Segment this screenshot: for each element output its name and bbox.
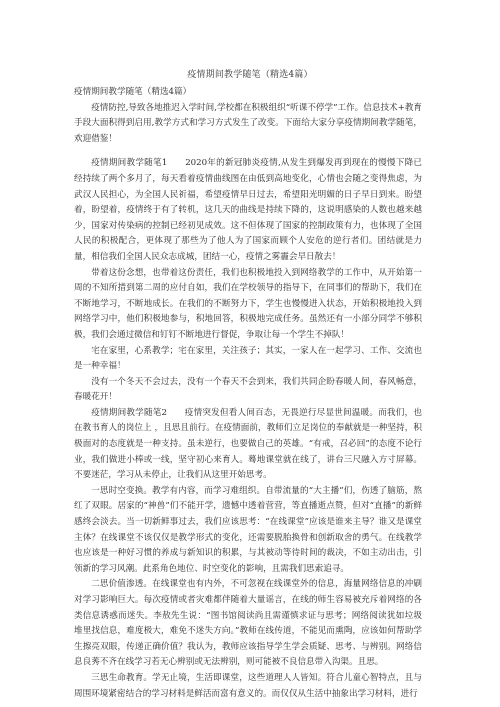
body-paragraph: 带着这份念想，也带着这份责任，我们也积极地投入到网络教学的工作中，从开始第一周的不知所措到第二周的应付自如，我们在学校领导的指导下，在同事们的帮助下，我们在不断地学习，不断地成长。在我们的不断努力下，学生也慢慢进入状态，开始积极地投入到网络学习中，他们积极地参与，积地回答，积极地完成任务。虽然还有一小部分同学不够积极，我们会通过微信和钉钉不断地进行督促，争取让每一个学生不掉队！ <box>74 267 422 340</box>
body-paragraph: 三思生命教育。学无止境，生活即课堂，这些道理人人皆知。符合儿童心智特点，且与周围环境紧密结合的学习材料是鲜活而富有意义的。而仅仅从生活中抽象出学习材料，进行 <box>74 672 422 699</box>
body-paragraph: 疫情期间教学随笔1 2020年的新冠肺炎疫情,从发生到爆发再到现在的慢慢下降已经持续了两个多月了，每天看着疫情曲线图在由低到高地变化，心情也会随之变得焦虑，为武汉人民担心，为全国人民祈福，希望疫情早日过去，希望阳光明媚的日子早日到来。盼望着，盼望着，疫情终于有了转机，这几天的曲线是持续下降的，这说明感染的人数也越来越少，国家对传染病的控制已经初见成效。这不但体现了国家的控制政策有力，也体现了全国人民的积极配合，更体现了那些为了他人为了国家而顾个人安危的逆行者们。团结就是力量，相信我们全国人民众志成城，团结一心，疫情之雾霾会早日散去！ <box>74 158 422 262</box>
body-paragraph: 一思时空变换。教学有内容，而学习难组织。自带流量的“大主播”们，伤透了脑筋，熬红了双眼。居家的“神兽”们不能开学，遗憾中透着营营，等直播逝点赞，但对“直播”的新鲜感终会淡去。当一切新鲜事过去，我们应该思考：“在线课堂”应该是谁来主导？谁又是课堂主体？在线课堂不该仅仅是教学形式的变化，还需要脱胎换骨和创新取舍的勇气。在线教学也应该是一种好习惯的养成与新知识的积累，与其被动等待时间的裁决，不如主动出击，引领新的学习风潮。此系角色地位、时空变化的影响，且需我们思索追寻。 <box>74 485 422 574</box>
body-paragraph: 疫情期间教学随笔2 疫情突发但看人间百态，无畏逆行尽显世间温暖。而我们，也在教书育人的岗位上 ，且思且前行。在疫情面前，教师们立足岗位的奉献就是一种坚持，积极面对的态度就是一种支持。虽未逆行，也要做自己的英雄。“有戒，召必回”的态度不论行业，我们做进小棒或一线，坚守初心来育人。蓦地课堂就在线了，讲台三尺融入方寸屏幕。不要迷茫，学习从未停止，让我们从这里开始思考。 <box>74 407 422 481</box>
document-title: 疫情期间教学随笔（精选4篇） <box>187 70 313 80</box>
body-paragraph: 宅在家里，心系教学；宅在家里，关注孩子；其实，一家人在一起学习、工作、交流也是一种幸福！ <box>74 345 422 372</box>
document-body <box>74 84 422 702</box>
body-paragraph: 二思价值渗透。在线课堂也有内外，不可忽视在线课堂外的信息，海量网络信息的冲刷对学习影响巨大。每次疫情或者灾难都伴随着大量谣言，在线的师生容易被充斥着网络的各类信息诱惑而迷失。李敖先生说：“图书馆阅读尚且需谨慎求证与思考；网络阅读犹如垃圾堆里找信息，难度极大，难免不迷失方向。”教师在线传道，不能见而熏陶，应该如何帮助学生擦亮双眼，传递正确价值？我认为，教师应该指导学生学会质疑、思考、与辨别。网络信息良莠不齐在线学习若无心辨别或无法辨别，则可能被不良信息带入沟渠。且思。 <box>74 579 422 668</box>
body-paragraph: 没有一个冬天不会过去，没有一个春天不会到来，我们共同企盼春暖人间，春风畅意，春暖花开！ <box>74 376 422 403</box>
intro-paragraph: 疫情防控,导致各地推迟入学时间,学校都在积极组织“听课不停学”工作。信息技术+教育手段大面积得到启用,教学方式和学习方式发生了改变。下面给大家分享疫情期间教学随笔，欢迎借鉴！ <box>74 102 423 144</box>
document-subtitle: 疫情期间教学随笔（精选4篇） <box>74 87 192 97</box>
